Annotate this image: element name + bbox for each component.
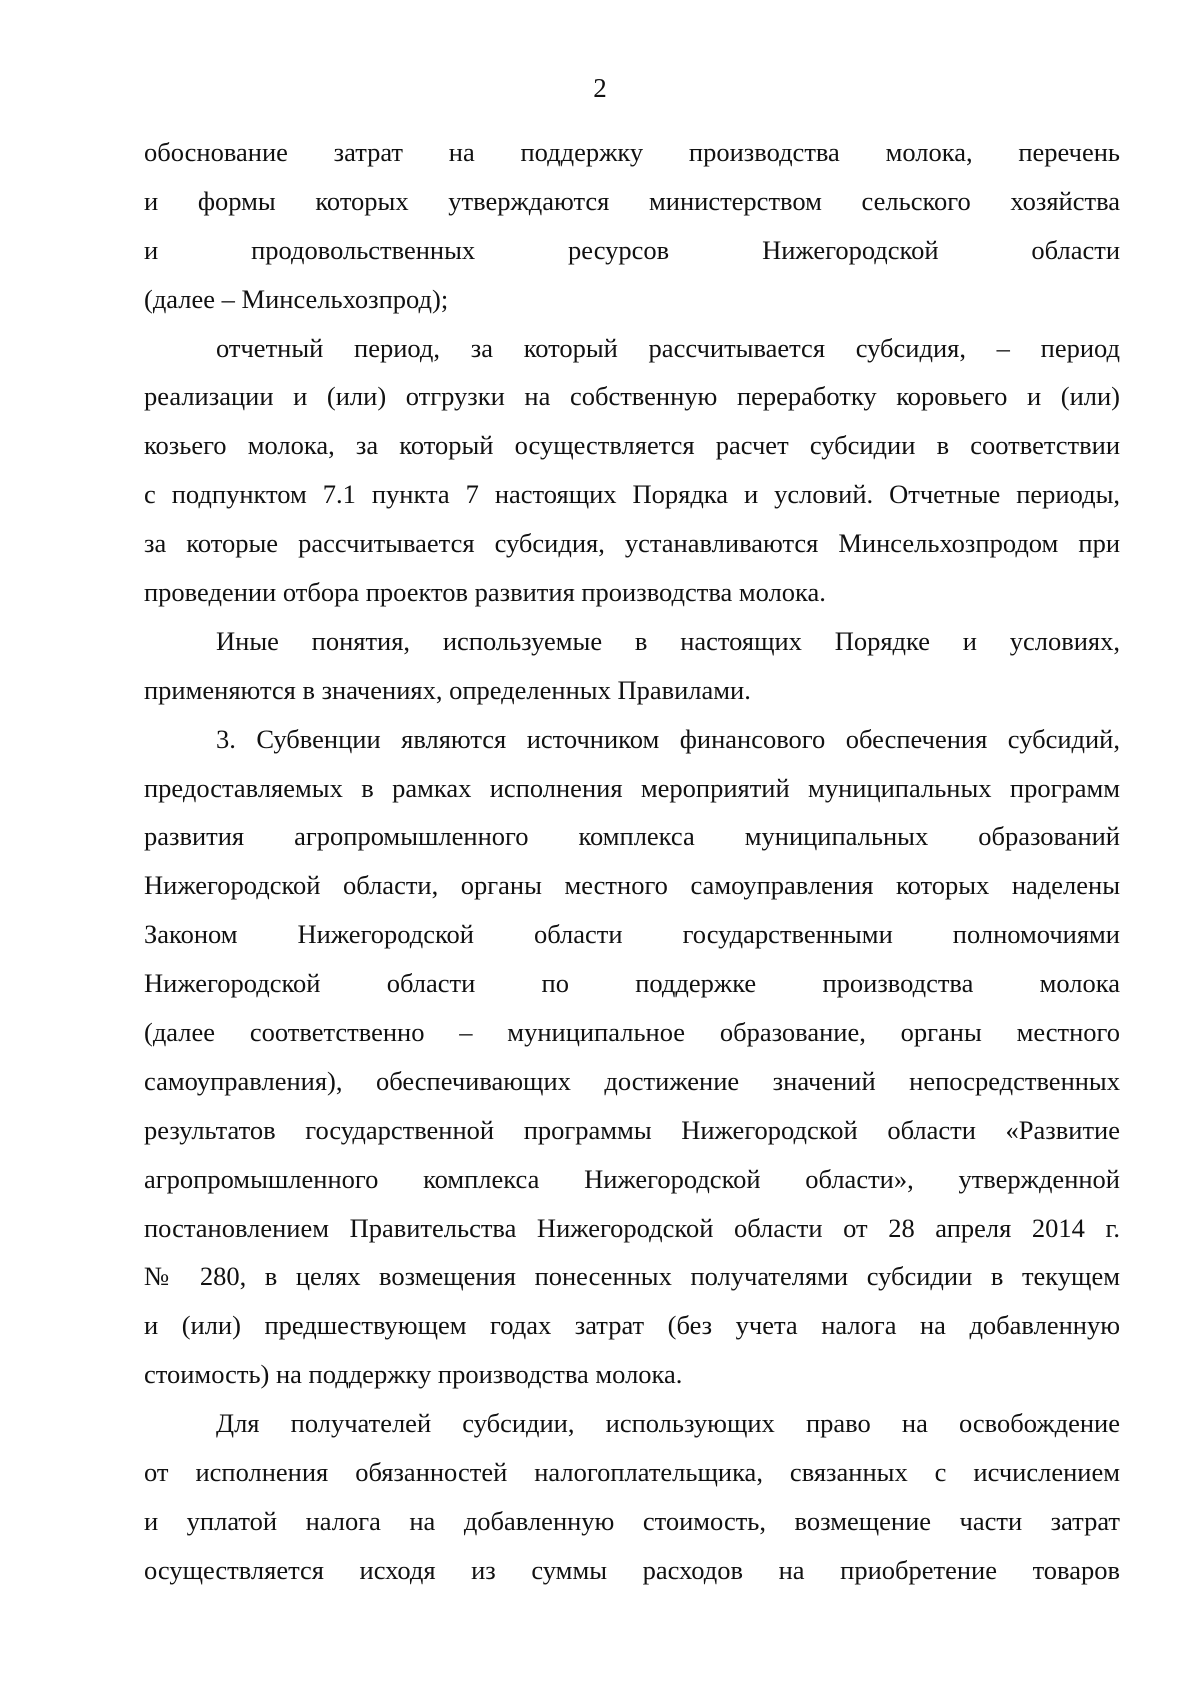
text-line: и формы которых утверждаются министерством сельского хозяйства [144, 185, 1120, 216]
text-line: результатов государственной программы Нижегородской области «Развитие [144, 1114, 1120, 1145]
paragraph-other-terms [144, 617, 1120, 715]
text-line: применяются в значениях, определенных Правилами. [144, 674, 751, 705]
document-body [144, 128, 1120, 1595]
paragraph-section-3-subventions [144, 715, 1120, 1399]
text-line: № 280, в целях возмещения понесенных получателями субсидии в текущем [144, 1261, 1120, 1292]
text-line: реализации и (или) отгрузки на собственную переработку коровьего и (или) [144, 381, 1120, 412]
text-line: козьего молока, за который осуществляется расчет субсидии в соответствии [144, 430, 1120, 461]
text-line: осуществляется исходя из суммы расходов на приобретение товаров [144, 1554, 1120, 1585]
text-line: и уплатой налога на добавленную стоимость, возмещение части затрат [144, 1505, 1120, 1536]
text-line: обоснование затрат на поддержку производства молока, перечень [144, 137, 1120, 167]
text-line: и (или) предшествующем годах затрат (без учета налога на добавленную [144, 1310, 1120, 1341]
text-line: (далее соответственно – муниципальное образование, органы местного [144, 1017, 1120, 1048]
page-number: 2 [593, 73, 607, 103]
text-line: Иные понятия, используемые в настоящих Порядке и условиях, [216, 625, 1120, 656]
paragraph-reporting-period [144, 324, 1120, 617]
text-line: развития агропромышленного комплекса муниципальных образований [144, 821, 1120, 852]
text-line: отчетный период, за который рассчитывается субсидия, – период [216, 332, 1120, 363]
text-line: Нижегородской области по поддержке производства молока [144, 968, 1120, 999]
text-line: с подпунктом 7.1 пункта 7 настоящих Порядка и условий. Отчетные периоды, [144, 479, 1120, 510]
text-line: (далее – Минсельхозпрод); [144, 283, 449, 314]
text-line: Законом Нижегородской области государственными полномочиями [144, 919, 1120, 950]
text-line: самоуправления), обеспечивающих достижение значений непосредственных [144, 1065, 1120, 1096]
paragraph-definition-justification [144, 128, 1120, 324]
text-line: проведении отбора проектов развития производства молока. [144, 577, 826, 608]
text-line: за которые рассчитывается субсидия, устанавливаются Минсельхозпродом при [144, 528, 1120, 559]
text-line: и продовольственных ресурсов Нижегородской области [144, 234, 1120, 265]
text-line: от исполнения обязанностей налогоплательщика, связанных с исчислением [144, 1457, 1120, 1488]
text-line: Для получателей субсидии, использующих право на освобождение [216, 1408, 1120, 1439]
text-line: постановлением Правительства Нижегородской области от 28 апреля 2014 г. [144, 1212, 1120, 1243]
text-line: 3. Субвенции являются источником финансового обеспечения субсидий, [216, 723, 1120, 754]
text-line: агропромышленного комплекса Нижегородской области», утвержденной [144, 1163, 1120, 1194]
paragraph-vat-exemption [144, 1399, 1120, 1595]
text-line: предоставляемых в рамках исполнения мероприятий муниципальных программ [144, 772, 1120, 803]
text-line: Нижегородской области, органы местного самоуправления которых наделены [144, 870, 1120, 901]
text-line: стоимость) на поддержку производства молока. [144, 1359, 683, 1390]
